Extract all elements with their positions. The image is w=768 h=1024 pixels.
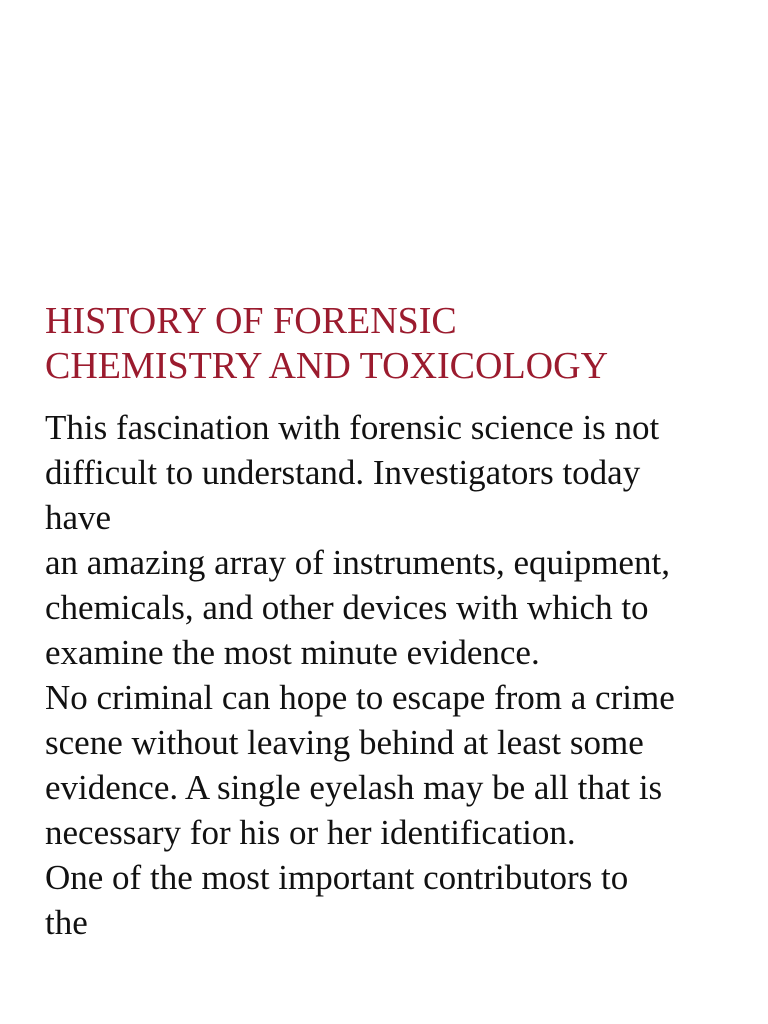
body-line: No criminal can hope to escape from a crime	[45, 678, 675, 717]
page-title	[45, 299, 745, 389]
body-line: chemicals, and other devices with which to	[45, 588, 649, 627]
body-line: an amazing array of instruments, equipment,	[45, 543, 670, 582]
title-line-1: HISTORY OF FORENSIC	[45, 300, 457, 342]
body-line: necessary for his or her identification.	[45, 813, 576, 852]
body-line: examine the most minute evidence.	[45, 633, 540, 672]
body-line: difficult to understand. Investigators today	[45, 453, 641, 492]
body-line: scene without leaving behind at least some	[45, 723, 644, 762]
body-line: have	[45, 498, 112, 537]
body-text	[45, 405, 745, 945]
body-line: One of the most important contributors to	[45, 858, 629, 897]
body-line: the	[45, 903, 88, 942]
body-line: evidence. A single eyelash may be all that is	[45, 768, 663, 807]
body-line: This fascination with forensic science is not	[45, 408, 660, 447]
title-line-2: CHEMISTRY AND TOXICOLOGY	[45, 345, 609, 387]
